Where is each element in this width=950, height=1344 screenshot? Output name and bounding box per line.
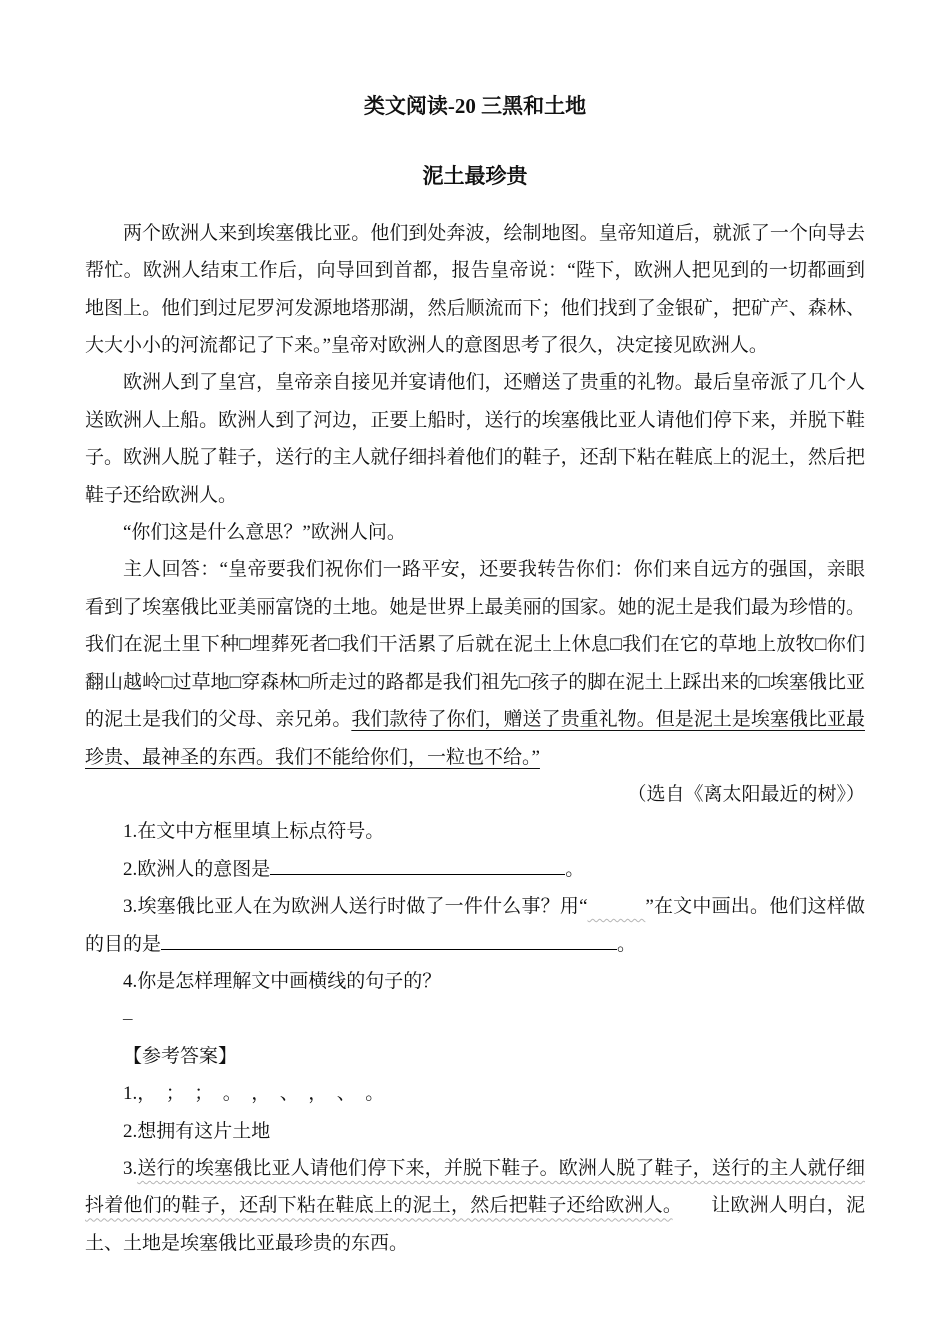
question-3 <box>85 888 865 963</box>
answer-2: 2.想拥有这片土地 <box>123 1120 271 1142</box>
question-4: 4.你是怎样理解文中画横线的句子的？ <box>123 970 442 992</box>
passage-paragraph-2: 欧洲人到了皇宫，皇帝亲自接见并宴请他们，还赠送了贵重的礼物。最后皇帝派了几个人送欧洲人上船。欧洲人到了河边，正要上船时，送行的埃塞俄比亚人请他们停下来，并脱下鞋子。欧洲人脱了鞋子，送行的主人就仔细抖着他们的鞋子，还刮下粘在鞋底上的泥土，然后把鞋子还给欧洲人。 <box>85 372 865 506</box>
passage-paragraph-1: 两个欧洲人来到埃塞俄比亚。他们到处奔波，绘制地图。皇帝知道后，就派了一个向导去帮忙。欧洲人结束工作后，向导回到首都，报告皇帝说：“陛下，欧洲人把见到的一切都画到地图上。他们到过尼罗河发源地塔那湖，然后顺流而下；他们找到了金银矿，把矿产、森林、大大小小的河流都记了下来。”皇帝对欧洲人的意图思考了很久，决定接见欧洲人。 <box>85 222 865 357</box>
passage-paragraph-3: “你们这是什么意思？”欧洲人问。 <box>123 522 406 544</box>
question-3-text-part1: 3.埃塞俄比亚人在为欧洲人送行时做了一件什么事？用“ <box>123 896 588 918</box>
paragraph-4-underlined-sentence: 我们款待了你们，赠送了贵重礼物。但是泥土是埃塞俄比亚最珍贵、最神圣的东西。我们不能给你们，一粒也不给。” <box>85 709 865 768</box>
page-title: 类文阅读-20 三黑和土地 <box>363 94 587 118</box>
question-3-answer-blank <box>161 930 617 950</box>
answer-3-rest-text: 让欧洲人明白，泥土、土地是埃塞俄比亚最珍贵的东西。 <box>85 1195 865 1254</box>
question-2-period: 。 <box>565 858 585 880</box>
divider-dash: – <box>123 1008 133 1030</box>
answer-key-header: 【参考答案】 <box>123 1045 238 1067</box>
question-3-period: 。 <box>617 933 637 955</box>
question-3-wavy-line-sample <box>588 896 646 917</box>
question-1: 1.在文中方框里填上标点符号。 <box>123 821 385 843</box>
passage-title: 泥土最珍贵 <box>422 164 528 189</box>
answer-3-wavy-underlined-text: 送行的埃塞俄比亚人请他们停下来，并脱下鞋子。欧洲人脱了鞋子，送行的主人就仔细抖着他们的鞋子，还刮下粘在鞋底上的泥土，然后把鞋子还给欧洲人。 <box>85 1157 865 1217</box>
answer-3-number: 3. <box>123 1157 138 1179</box>
question-2-text: 2.欧洲人的意图是 <box>123 858 271 880</box>
answer-3 <box>85 1150 865 1262</box>
answer-1: 1.， ； ； 。 ， 、 ， 、 。 <box>123 1083 385 1105</box>
source-attribution: （选自《离太阳最近的树》） <box>627 783 865 805</box>
question-2-answer-blank <box>270 855 565 875</box>
passage-paragraph-4 <box>85 551 865 775</box>
question-2 <box>85 851 865 888</box>
paragraph-4-normal-text: 主人回答：“皇帝要我们祝你们一路平安，还要我转告你们：你们来自远方的强国，亲眼看到了埃塞俄比亚美丽富饶的土地。她是世界上最美丽的国家。她的泥土是我们最为珍惜的。我们在泥土里下种□埋葬死者□我们干活累了后就在泥土上休息□我们在它的草地上放牧□你们翻山越岭□过草地□穿森林□所走过的路都是我们祖先□孩子的脚在泥土上踩出来的□埃塞俄比亚的泥土是我们的父母、亲兄弟。 <box>85 559 865 731</box>
question-3-text-part2: ”在文中画出。他们这样做的目的是 <box>85 896 865 955</box>
